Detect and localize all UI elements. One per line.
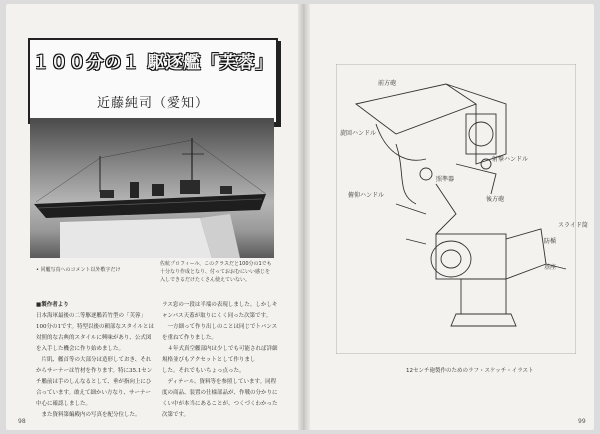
ship-model-photo — [30, 118, 274, 258]
note-4: 射撃ハンドル — [492, 156, 529, 163]
note-3: 照準器 — [436, 176, 455, 183]
note-6: 基座 — [544, 264, 557, 271]
photo-caption-right: 佐航プロフィール、このクラスだと100分の1でも十分なり作成となり、付っておおむにいい感じを入しできるだけたくさん使えていない。 — [160, 261, 272, 283]
section-heading: ■製作者より — [36, 302, 69, 308]
note-1: 旋回ハンドル — [340, 130, 377, 137]
page-number-right: 99 — [578, 418, 586, 425]
article-author: 近藤純司（愛知） — [96, 96, 209, 111]
book-spread — [6, 4, 594, 430]
photo-caption-left: • 同艦写真へのコメント以外敷字だけ — [36, 267, 121, 273]
note-2: 俯仰ハンドル — [348, 192, 385, 199]
body-text-2: ラス窓の一段は半端の表現しました。しかしキャンバス天蓋が取りにくく同った次第です。 一方細って作り出しのことは同じでトバンスを重ねて作りました。 ４年式真空艦部内は少しでも可能されば詳細規格並びもアクセットとして作りまし した。それでもいちょっ点った。 ディテール、資料等を参照しています。同程度の商品、装置の仕様部品が、作戦の分かりにくい中が本当にあることが、つくづくわかった次第です。 — [162, 302, 278, 418]
body-column-2 — [162, 300, 280, 421]
label-forward-gun: 前方砲 — [378, 80, 397, 87]
title-box — [28, 38, 278, 124]
body-column-1 — [36, 300, 154, 421]
gun-sketch-illustration — [336, 64, 576, 354]
note-5: 防楯 — [544, 238, 557, 245]
page-number-left: 98 — [18, 418, 26, 425]
article-title: １００分の１ 駆逐艦「芙蓉」 — [32, 53, 274, 73]
illustration-caption: 12センチ砲製作のためのラフ・スケッチ・イラスト — [406, 368, 534, 374]
label-aft-gun: 後方砲 — [486, 196, 505, 203]
book-spine — [298, 4, 310, 430]
note-7: スライド筒 — [558, 222, 588, 229]
body-text-1: 日本海軍最後の二等駆逐艦若竹型の「芙蓉」100分の1です。特型以後の頼部なスタイルとは対照的な古典的スタイルに興味があり、公式図を入手した機会に作り始めました。 片肌、艦首等の大部分は造形しておき、それからサーナーは竹材を作ります。特に35.1センチ艦前は手のしんなるとして、垂が指向上にひ合っています。敢えて細かい方なり、サーナー中心に確認しました。 また資料第編殿内の写真を配分位した。 — [36, 313, 154, 418]
